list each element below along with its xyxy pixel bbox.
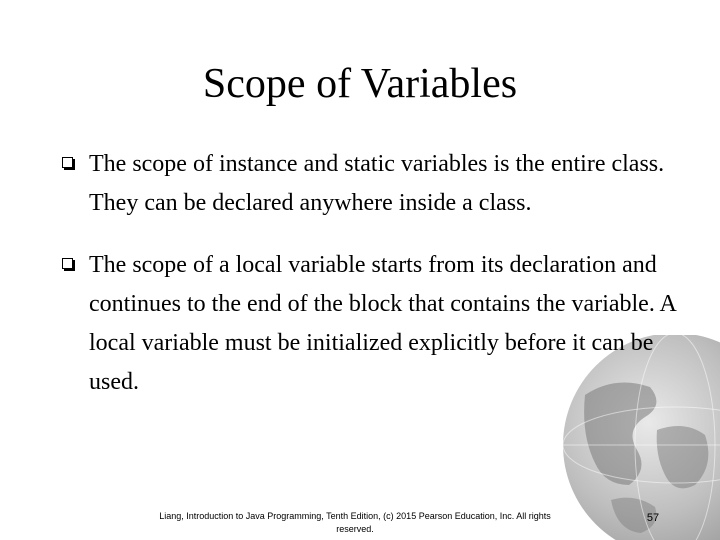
slide-title: Scope of Variables — [202, 61, 518, 107]
square-bullet-icon — [62, 157, 73, 168]
bullet-item — [60, 145, 680, 223]
page-number: 57 — [646, 512, 660, 524]
bullet-list — [60, 145, 680, 425]
bullet-item — [60, 246, 680, 402]
bullet-text: The scope of a local variable starts from its declaration and continues to the end of the block that contains the variable. A local variable must be initialized explicitly before it can be used. — [89, 252, 676, 395]
footer-copyright: Liang, Introduction to Java Programming, Tenth Edition, (c) 2015 Pearson Education, Inc. All rights reserved. — [159, 511, 551, 534]
square-bullet-icon — [62, 258, 73, 269]
bullet-text: The scope of instance and static variables is the entire class. They can be declared anywhere inside a class. — [89, 151, 665, 216]
